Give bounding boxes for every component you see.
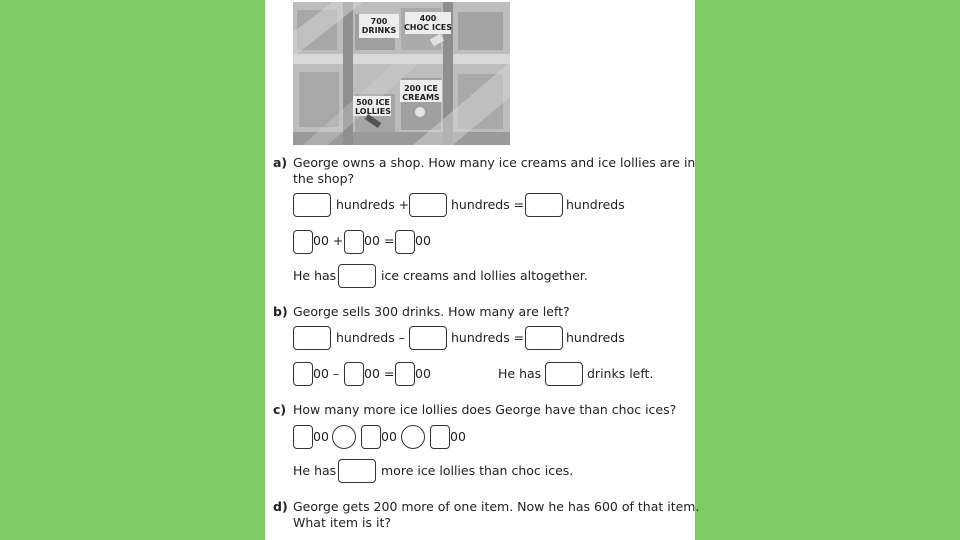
row-text: 00 =	[364, 366, 395, 381]
row-text: drinks left.	[587, 366, 654, 381]
answer-box[interactable]	[409, 193, 447, 217]
question-c-text: How many more ice lollies does George have than choc ices?	[293, 402, 677, 417]
row-text: 00 –	[313, 366, 340, 381]
digit-box[interactable]	[395, 362, 415, 386]
question-b-label: b)	[273, 304, 288, 319]
freezer-photo	[293, 2, 510, 145]
row-text: 00 =	[364, 233, 395, 248]
ice-lollies-label: 500 ICE LOLLIES	[354, 98, 391, 116]
question-c-label: c)	[273, 402, 287, 417]
row-text: hundreds =	[451, 330, 525, 345]
row-text: 00	[381, 429, 397, 444]
ice-creams-label: 200 ICE CREAMS	[402, 84, 440, 102]
row-text: ice creams and lollies altogether.	[381, 268, 588, 283]
freezer-illustration	[293, 2, 510, 145]
digit-box[interactable]	[344, 362, 364, 386]
row-text: hundreds =	[451, 197, 525, 212]
row-text: He has	[293, 268, 337, 283]
row-text: He has	[293, 463, 337, 478]
question-d-text-line2: What item is it?	[293, 515, 391, 530]
worksheet	[265, 0, 700, 540]
row-text: 00	[415, 366, 431, 381]
answer-box[interactable]	[293, 326, 331, 350]
question-d-text-line1: George gets 200 more of one item. Now he has 600 of that item.	[293, 499, 700, 514]
row-text: 00	[450, 429, 466, 444]
digit-box[interactable]	[395, 230, 415, 254]
row-text: hundreds +	[336, 197, 410, 212]
answer-box[interactable]	[409, 326, 447, 350]
digit-box[interactable]	[293, 230, 313, 254]
answer-box[interactable]	[338, 459, 376, 483]
choc-ices-label: 400 CHOC ICES	[403, 14, 453, 32]
question-a-label: a)	[273, 155, 288, 170]
answer-box[interactable]	[525, 326, 563, 350]
question-d-label: d)	[273, 499, 288, 514]
answer-box[interactable]	[338, 264, 376, 288]
row-text: hundreds	[566, 197, 625, 212]
drinks-label: 700 DRINKS	[361, 17, 397, 35]
operator-circle[interactable]	[332, 425, 356, 449]
operator-circle[interactable]	[401, 425, 425, 449]
answer-box[interactable]	[525, 193, 563, 217]
digit-box[interactable]	[361, 425, 381, 449]
row-text: He has	[498, 366, 542, 381]
row-text: 00	[313, 429, 329, 444]
row-text: hundreds –	[336, 330, 405, 345]
question-b-text: George sells 300 drinks. How many are left?	[293, 304, 570, 319]
row-text: 00 +	[313, 233, 344, 248]
row-text: 00	[415, 233, 431, 248]
answer-box[interactable]	[293, 193, 331, 217]
question-a-text-line1: George owns a shop. How many ice creams and ice lollies are in	[293, 155, 696, 170]
digit-box[interactable]	[344, 230, 364, 254]
question-a-text-line2: the shop?	[293, 171, 355, 186]
row-text: more ice lollies than choc ices.	[381, 463, 574, 478]
digit-box[interactable]	[293, 425, 313, 449]
answer-box[interactable]	[545, 362, 583, 386]
row-text: hundreds	[566, 330, 625, 345]
digit-box[interactable]	[430, 425, 450, 449]
digit-box[interactable]	[293, 362, 313, 386]
